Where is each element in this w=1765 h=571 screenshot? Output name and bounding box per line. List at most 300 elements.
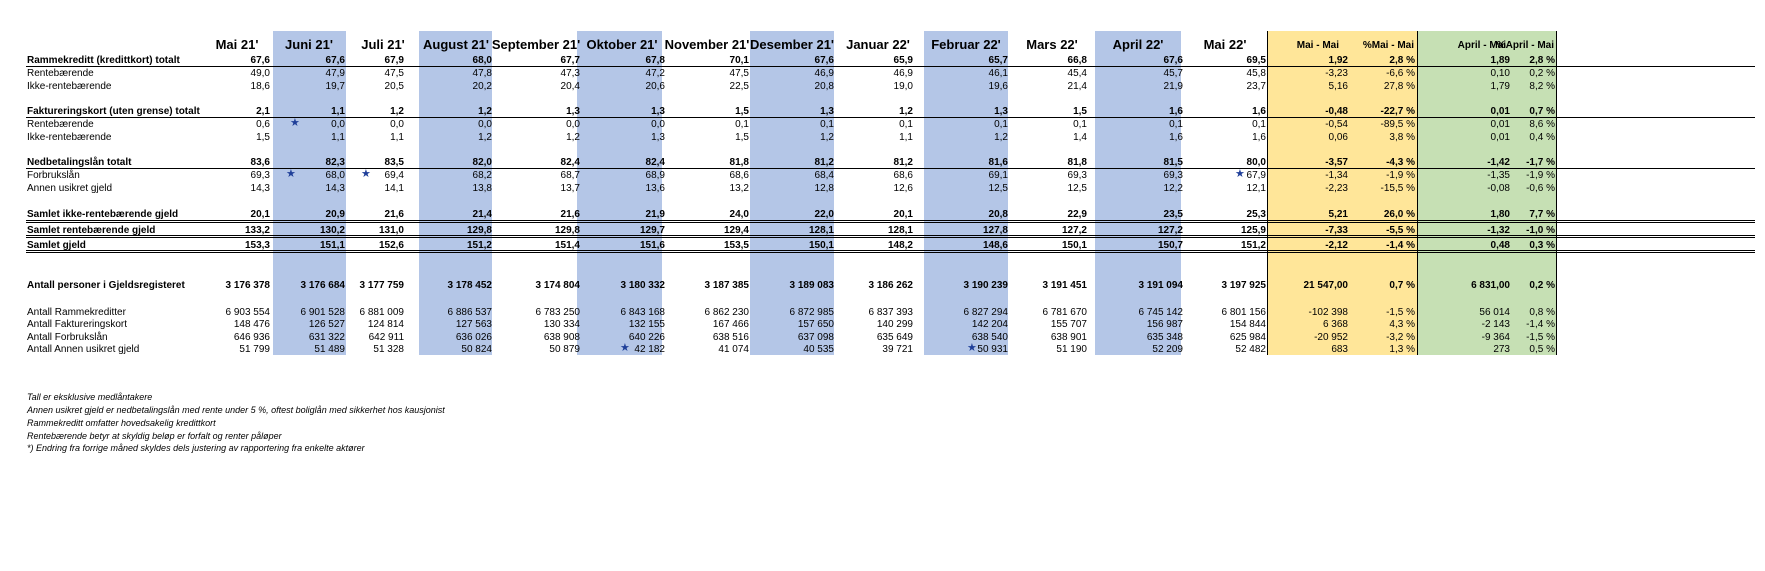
footnote: Annen usikret gjeld er nedbetalingslån med rente under 5 %, oftest boliglån med sikkerhet hos kausjonist: [27, 405, 445, 415]
change-header: Mai - Mai: [1296, 40, 1339, 51]
table-cell: 150,7: [1157, 240, 1183, 251]
row-label: Antall personer i Gjeldsregisteret: [27, 280, 185, 291]
table-cell: 0,0: [331, 119, 345, 130]
table-cell: 67,8: [645, 55, 665, 66]
table-cell: 45,8: [1246, 68, 1266, 79]
table-cell: 1,4: [1073, 132, 1087, 143]
table-cell: 68,9: [645, 170, 665, 181]
table-cell: 3 191 094: [1138, 280, 1183, 291]
table-cell: 0,1: [1073, 119, 1087, 130]
table-cell: 0,1: [735, 119, 749, 130]
table-cell: 80,0: [1246, 157, 1266, 168]
table-cell: 1,1: [331, 106, 345, 117]
table-cell: 51 799: [239, 344, 270, 355]
change-cell: -6,6 %: [1386, 68, 1415, 79]
table-cell: 635 649: [876, 332, 913, 343]
column-divider: [1556, 31, 1557, 355]
change-cell: -3,2 %: [1386, 332, 1415, 343]
table-cell: 3 189 083: [789, 280, 834, 291]
table-cell: 67,9: [384, 55, 404, 66]
change-cell: -20 952: [1314, 332, 1348, 343]
table-cell: 1,1: [899, 132, 913, 143]
table-cell: 3 180 332: [620, 280, 665, 291]
table-cell: 52 209: [1152, 344, 1183, 355]
change-cell: -9 364: [1481, 332, 1510, 343]
change-cell: 1,79: [1490, 81, 1510, 92]
table-cell: 68,2: [472, 170, 492, 181]
table-cell: 6 827 294: [963, 307, 1008, 318]
table-cell: 1,1: [390, 132, 404, 143]
table-cell: 6 745 142: [1138, 307, 1183, 318]
change-cell: 7,7 %: [1529, 209, 1555, 220]
table-cell: 6 901 528: [300, 307, 345, 318]
table-cell: 1,3: [820, 106, 834, 117]
change-cell: -4,3 %: [1386, 157, 1415, 168]
change-cell: -22,7 %: [1380, 106, 1415, 117]
row-label: Rentebærende: [27, 68, 94, 79]
table-cell: 46,9: [893, 68, 913, 79]
table-cell: 148,2: [887, 240, 913, 251]
table-cell: 20,4: [560, 81, 580, 92]
month-header: Mars 22': [1026, 37, 1078, 52]
table-cell: 156 987: [1146, 319, 1183, 330]
row-label: Antall Faktureringskort: [27, 319, 128, 330]
change-cell: 0,7 %: [1529, 106, 1555, 117]
table-cell: 129,8: [554, 225, 580, 236]
table-cell: 46,1: [988, 68, 1008, 79]
table-cell: 22,5: [729, 81, 749, 92]
table-cell: 140 299: [876, 319, 913, 330]
table-cell: 640 226: [628, 332, 665, 343]
table-cell: 125,9: [1240, 225, 1266, 236]
table-cell: 69,5: [1246, 55, 1266, 66]
table-cell: 12,8: [814, 183, 834, 194]
table-cell: 12,5: [988, 183, 1008, 194]
table-cell: 1,5: [735, 132, 749, 143]
change-cell: -0,54: [1325, 119, 1348, 130]
table-cell: 81,6: [988, 157, 1008, 168]
change-cell: 0,48: [1490, 240, 1510, 251]
table-cell: 148 476: [233, 319, 270, 330]
table-cell: 67,6: [250, 55, 270, 66]
table-cell: 14,1: [384, 183, 404, 194]
change-cell: -1,0 %: [1526, 225, 1555, 236]
table-cell: 1,3: [566, 106, 580, 117]
table-cell: 6 862 230: [704, 307, 749, 318]
table-cell: 81,8: [729, 157, 749, 168]
table-cell: 625 984: [1229, 332, 1266, 343]
change-cell: -1,9 %: [1386, 170, 1415, 181]
table-cell: 69,3: [1163, 170, 1183, 181]
change-cell: 3,8 %: [1389, 132, 1415, 143]
table-cell: 41 074: [718, 344, 749, 355]
row-label: Antall Annen usikret gjeld: [27, 344, 140, 355]
star-icon: ★: [967, 342, 977, 354]
change-cell: 0,8 %: [1529, 307, 1555, 318]
star-icon: ★: [361, 168, 371, 180]
change-cell: 273: [1493, 344, 1510, 355]
table-cell: 81,8: [1067, 157, 1087, 168]
table-cell: 638 901: [1050, 332, 1087, 343]
column-divider: [1417, 31, 1418, 355]
row-label: Ikke-rentebærende: [27, 132, 112, 143]
row-label: Nedbetalingslån totalt: [27, 157, 132, 168]
table-cell: 50 879: [549, 344, 580, 355]
table-cell: 646 936: [233, 332, 270, 343]
change-cell: 0,2 %: [1529, 280, 1555, 291]
table-cell: 49,0: [250, 68, 270, 79]
table-cell: 128,1: [808, 225, 834, 236]
change-cell: 8,2 %: [1529, 81, 1555, 92]
table-cell: 65,9: [893, 55, 913, 66]
table-cell: 81,2: [814, 157, 834, 168]
section-rule: [26, 117, 1755, 118]
section-rule: [26, 66, 1755, 67]
table-cell: 1,5: [256, 132, 270, 143]
table-cell: 66,8: [1067, 55, 1087, 66]
change-cell: 1,80: [1490, 209, 1510, 220]
change-cell: 1,92: [1328, 55, 1348, 66]
table-cell: 150,1: [808, 240, 834, 251]
table-cell: 19,7: [325, 81, 345, 92]
row-label: Ikke-rentebærende: [27, 81, 112, 92]
footnote: Rentebærende betyr at skyldig beløp er forfalt og renter påløper: [27, 431, 282, 441]
table-cell: 1,1: [331, 132, 345, 143]
table-cell: 20,1: [250, 209, 270, 220]
table-cell: 6 781 670: [1042, 307, 1087, 318]
table-cell: 1,2: [390, 106, 404, 117]
table-cell: 0,1: [820, 119, 834, 130]
table-cell: 23,7: [1246, 81, 1266, 92]
change-cell: -0,08: [1487, 183, 1510, 194]
change-cell: 0,4 %: [1529, 132, 1555, 143]
table-cell: 47,2: [645, 68, 665, 79]
table-cell: 1,3: [651, 106, 665, 117]
table-cell: 23,5: [1163, 209, 1183, 220]
table-cell: 47,3: [560, 68, 580, 79]
table-cell: 47,9: [325, 68, 345, 79]
table-cell: 82,0: [472, 157, 492, 168]
table-cell: 129,4: [723, 225, 749, 236]
table-cell: 151,2: [1240, 240, 1266, 251]
table-cell: 133,2: [244, 225, 270, 236]
table-cell: 47,5: [384, 68, 404, 79]
table-cell: 21,9: [645, 209, 665, 220]
footnote: Rammekreditt omfatter hovedsakelig kredittkort: [27, 418, 216, 428]
change-header: April - Mai: [1457, 40, 1506, 51]
table-cell: 83,6: [250, 157, 270, 168]
change-cell: 4,3 %: [1389, 319, 1415, 330]
table-cell: 1,6: [1169, 132, 1183, 143]
table-cell: 67,7: [560, 55, 580, 66]
table-cell: 20,8: [814, 81, 834, 92]
change-cell: 5,21: [1328, 209, 1348, 220]
table-cell: 0,0: [390, 119, 404, 130]
table-cell: 130 334: [543, 319, 580, 330]
table-cell: 82,3: [325, 157, 345, 168]
table-cell: 24,0: [729, 209, 749, 220]
table-cell: 3 186 262: [868, 280, 913, 291]
table-cell: 21,4: [472, 209, 492, 220]
month-header: November 21': [664, 37, 750, 52]
table-cell: 638 908: [543, 332, 580, 343]
table-cell: 69,1: [988, 170, 1008, 181]
table-cell: 3 176 378: [225, 280, 270, 291]
table-cell: 3 176 684: [300, 280, 345, 291]
table-cell: 21,9: [1163, 81, 1183, 92]
table-cell: 40 535: [803, 344, 834, 355]
change-cell: -5,5 %: [1386, 225, 1415, 236]
table-cell: 1,2: [899, 106, 913, 117]
row-label: Faktureringskort (uten grense) totalt: [27, 106, 200, 117]
change-cell: -1,4 %: [1386, 240, 1415, 251]
footnote: Tall er eksklusive medlåntakere: [27, 392, 153, 402]
table-cell: 20,2: [472, 81, 492, 92]
table-cell: 50 931: [977, 344, 1008, 355]
table-cell: 148,6: [982, 240, 1008, 251]
table-cell: 150,1: [1061, 240, 1087, 251]
table-cell: 0,1: [1252, 119, 1266, 130]
table-cell: 638 540: [971, 332, 1008, 343]
table-cell: 0,0: [651, 119, 665, 130]
month-header: April 22': [1112, 37, 1164, 52]
table-cell: 39 721: [882, 344, 913, 355]
table-cell: 25,3: [1246, 209, 1266, 220]
table-cell: 157 650: [797, 319, 834, 330]
table-cell: 129,8: [466, 225, 492, 236]
table-cell: 81,5: [1163, 157, 1183, 168]
table-cell: 67,6: [325, 55, 345, 66]
table-cell: 69,3: [250, 170, 270, 181]
table-cell: 127 563: [455, 319, 492, 330]
table-cell: 132 155: [628, 319, 665, 330]
row-label: Samlet ikke-rentebærende gjeld: [27, 209, 179, 220]
change-cell: 21 547,00: [1303, 280, 1348, 291]
table-cell: 1,6: [1252, 106, 1266, 117]
table-cell: 3 190 239: [963, 280, 1008, 291]
table-cell: 65,7: [988, 55, 1008, 66]
table-cell: 0,6: [256, 119, 270, 130]
table-cell: 124 814: [367, 319, 404, 330]
row-label: Rammekreditt (kredittkort) totalt: [27, 55, 180, 66]
table-cell: 6 881 009: [359, 307, 404, 318]
table-cell: 155 707: [1050, 319, 1087, 330]
change-cell: 8,6 %: [1529, 119, 1555, 130]
change-cell: -2,12: [1325, 240, 1348, 251]
change-cell: -89,5 %: [1380, 119, 1415, 130]
table-cell: 51 489: [314, 344, 345, 355]
table-cell: 3 177 759: [359, 280, 404, 291]
row-label: Rentebærende: [27, 119, 94, 130]
change-cell: 2,8 %: [1529, 55, 1555, 66]
table-cell: 42 182: [634, 344, 665, 355]
change-cell: 6 368: [1322, 319, 1348, 330]
table-cell: 131,0: [378, 225, 404, 236]
table-cell: 82,4: [560, 157, 580, 168]
table-cell: 1,3: [651, 132, 665, 143]
table-cell: 67,9: [1246, 170, 1266, 181]
table-cell: 14,3: [250, 183, 270, 194]
table-cell: 50 824: [461, 344, 492, 355]
table-cell: 21,6: [384, 209, 404, 220]
table-cell: 151,2: [466, 240, 492, 251]
table-cell: 631 322: [308, 332, 345, 343]
table-cell: 20,9: [325, 209, 345, 220]
change-cell: 5,16: [1328, 81, 1348, 92]
change-cell: 0,2 %: [1529, 68, 1555, 79]
table-cell: 127,2: [1157, 225, 1183, 236]
table-cell: 68,6: [893, 170, 913, 181]
table-cell: 6 843 168: [620, 307, 665, 318]
change-cell: -0,6 %: [1526, 183, 1555, 194]
table-cell: 6 783 250: [535, 307, 580, 318]
table-cell: 127,8: [982, 225, 1008, 236]
change-cell: 26,0 %: [1383, 209, 1415, 220]
change-header: %Mai - Mai: [1362, 40, 1414, 51]
table-cell: 637 098: [797, 332, 834, 343]
change-cell: 683: [1331, 344, 1348, 355]
table-cell: 151,6: [639, 240, 665, 251]
table-cell: 12,6: [893, 183, 913, 194]
table-cell: 152,6: [378, 240, 404, 251]
table-cell: 81,2: [893, 157, 913, 168]
table-cell: 151,4: [554, 240, 580, 251]
table-cell: 0,1: [899, 119, 913, 130]
month-header: Desember 21': [749, 37, 835, 52]
table-cell: 18,6: [250, 81, 270, 92]
month-header: Februar 22': [931, 37, 1001, 52]
table-cell: 68,7: [560, 170, 580, 181]
table-cell: 46,9: [814, 68, 834, 79]
table-cell: 20,8: [988, 209, 1008, 220]
double-rule: [26, 220, 1755, 223]
change-cell: -1,5 %: [1526, 332, 1555, 343]
change-cell: 6 831,00: [1471, 280, 1510, 291]
star-icon: ★: [1235, 168, 1245, 180]
change-cell: 1,89: [1490, 55, 1510, 66]
change-cell: -2,23: [1325, 183, 1348, 194]
star-icon: ★: [620, 342, 630, 354]
table-cell: 22,9: [1067, 209, 1087, 220]
table-cell: 6 903 554: [225, 307, 270, 318]
table-cell: 1,3: [994, 106, 1008, 117]
table-cell: 20,5: [384, 81, 404, 92]
table-cell: 19,0: [893, 81, 913, 92]
table-cell: 20,1: [893, 209, 913, 220]
change-cell: 0,01: [1490, 119, 1510, 130]
table-cell: 129,7: [639, 225, 665, 236]
table-cell: 1,5: [1073, 106, 1087, 117]
change-cell: -1,35: [1487, 170, 1510, 181]
table-cell: 1,6: [1169, 106, 1183, 117]
table-cell: 0,1: [1169, 119, 1183, 130]
change-cell: -3,23: [1325, 68, 1348, 79]
table-cell: 51 328: [373, 344, 404, 355]
table-cell: 154 844: [1229, 319, 1266, 330]
table-cell: 153,5: [723, 240, 749, 251]
table-cell: 14,3: [325, 183, 345, 194]
table-cell: 52 482: [1235, 344, 1266, 355]
table-cell: 69,4: [384, 170, 404, 181]
table-cell: 12,5: [1067, 183, 1087, 194]
change-cell: -102 398: [1308, 307, 1348, 318]
row-label: Forbrukslån: [27, 170, 80, 181]
table-cell: 636 026: [455, 332, 492, 343]
table-cell: 0,0: [566, 119, 580, 130]
table-cell: 6 872 985: [789, 307, 834, 318]
table-cell: 3 191 451: [1042, 280, 1087, 291]
table-cell: 638 516: [712, 332, 749, 343]
table-cell: 1,6: [1252, 132, 1266, 143]
table-cell: 13,6: [645, 183, 665, 194]
table-cell: 642 911: [368, 332, 404, 343]
change-cell: -0,48: [1325, 106, 1348, 117]
table-cell: 13,7: [560, 183, 580, 194]
month-header: September 21': [491, 37, 581, 52]
month-header: Januar 22': [846, 37, 910, 52]
table-cell: 69,3: [1067, 170, 1087, 181]
table-cell: 13,2: [729, 183, 749, 194]
table-cell: 21,6: [560, 209, 580, 220]
change-cell: 2,8 %: [1389, 55, 1415, 66]
table-cell: 2,1: [256, 106, 270, 117]
table-cell: 153,3: [244, 240, 270, 251]
star-icon: ★: [286, 168, 296, 180]
table-cell: 1,5: [735, 106, 749, 117]
table-cell: 126 527: [308, 319, 345, 330]
table-cell: 47,5: [729, 68, 749, 79]
table-cell: 47,8: [472, 68, 492, 79]
table-cell: 151,1: [319, 240, 345, 251]
table-cell: 1,2: [478, 106, 492, 117]
change-cell: 0,3 %: [1529, 240, 1555, 251]
change-header: %April - Mai: [1496, 40, 1554, 51]
table-cell: 6 837 393: [868, 307, 913, 318]
star-icon: ★: [290, 117, 300, 129]
table-cell: 6 886 537: [447, 307, 492, 318]
table-cell: 70,1: [729, 55, 749, 66]
change-cell: 1,3 %: [1389, 344, 1415, 355]
change-cell: -2 143: [1481, 319, 1510, 330]
change-cell: 0,01: [1490, 106, 1510, 117]
change-cell: -1,42: [1487, 157, 1510, 168]
table-cell: 67,6: [814, 55, 834, 66]
row-label: Samlet rentebærende gjeld: [27, 225, 156, 236]
table-cell: 1,2: [994, 132, 1008, 143]
table-cell: 67,6: [1163, 55, 1183, 66]
table-cell: 1,2: [478, 132, 492, 143]
change-cell: 0,01: [1490, 132, 1510, 143]
month-header: Juli 21': [361, 37, 405, 52]
month-header: Mai 22': [1203, 37, 1247, 52]
change-cell: -1,7 %: [1526, 157, 1555, 168]
change-cell: -3,57: [1325, 157, 1348, 168]
change-cell: -15,5 %: [1380, 183, 1415, 194]
change-cell: -7,33: [1325, 225, 1348, 236]
change-cell: 0,06: [1328, 132, 1348, 143]
table-cell: 68,6: [729, 170, 749, 181]
table-cell: 130,2: [319, 225, 345, 236]
change-cell: -1,5 %: [1386, 307, 1415, 318]
table-cell: 1,2: [566, 132, 580, 143]
table-cell: 3 174 804: [535, 280, 580, 291]
table-cell: 51 190: [1056, 344, 1087, 355]
footnote: *) Endring fra forrige måned skyldes dels justering av rapportering fra enkelte aktører: [27, 443, 365, 453]
table-cell: 21,4: [1067, 81, 1087, 92]
change-cell: -1,4 %: [1526, 319, 1555, 330]
table-cell: 635 348: [1146, 332, 1183, 343]
table-cell: 3 197 925: [1221, 280, 1266, 291]
